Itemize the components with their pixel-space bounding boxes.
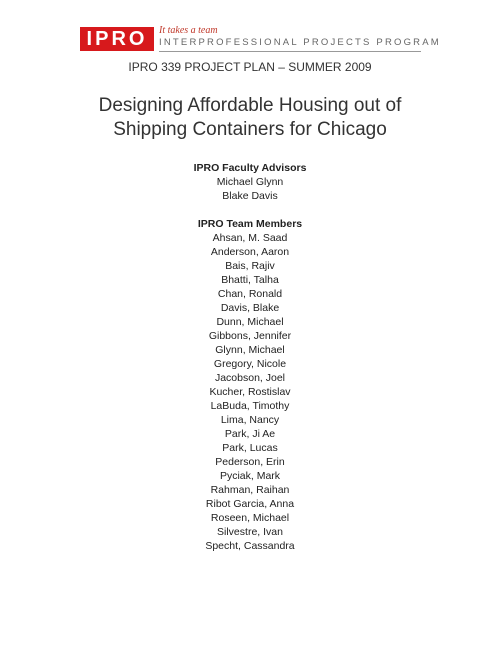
title-line-2: Shipping Containers for Chicago bbox=[113, 119, 387, 140]
member-name: Jacobson, Joel bbox=[214, 372, 286, 384]
tagline: It takes a team bbox=[159, 25, 218, 36]
member-name: Roseen, Michael bbox=[210, 512, 290, 524]
ipro-logo: IPRO bbox=[80, 27, 154, 51]
advisors-list bbox=[0, 175, 500, 203]
ipro-header bbox=[80, 25, 441, 53]
member-name: Davis, Blake bbox=[220, 302, 280, 314]
member-name: Dunn, Michael bbox=[216, 316, 284, 328]
member-name: Chan, Ronald bbox=[217, 288, 283, 300]
member-name: Ahsan, M. Saad bbox=[212, 232, 288, 244]
member-name: Lima, Nancy bbox=[220, 414, 280, 426]
member-name: Gibbons, Jennifer bbox=[208, 330, 292, 342]
members-heading: IPRO Team Members bbox=[197, 218, 303, 230]
member-name: Kucher, Rostislav bbox=[209, 386, 291, 398]
member-name: Silvestre, Ivan bbox=[217, 526, 283, 538]
member-name: Pyciak, Mark bbox=[219, 470, 281, 482]
member-name: Specht, Cassandra bbox=[205, 540, 295, 552]
header-divider bbox=[159, 51, 421, 52]
member-name: Glynn, Michael bbox=[215, 344, 285, 356]
section-spacer bbox=[0, 203, 500, 217]
member-name: LaBuda, Timothy bbox=[210, 400, 290, 412]
member-name: Park, Ji Ae bbox=[224, 428, 276, 440]
program-name: INTERPROFESSIONAL PROJECTS PROGRAM bbox=[159, 37, 441, 48]
advisors-heading: IPRO Faculty Advisors bbox=[193, 162, 307, 174]
project-plan-line: IPRO 339 PROJECT PLAN – SUMMER 2009 bbox=[128, 60, 372, 74]
people-section bbox=[0, 161, 500, 553]
member-name: Bais, Rajiv bbox=[225, 260, 275, 272]
member-name: Bhatti, Talha bbox=[221, 274, 279, 286]
member-name: Rahman, Raihan bbox=[210, 484, 290, 496]
title-line-1: Designing Affordable Housing out of bbox=[98, 95, 402, 116]
member-name: Ribot Garcia, Anna bbox=[205, 498, 295, 510]
member-name: Gregory, Nicole bbox=[213, 358, 287, 370]
member-name: Park, Lucas bbox=[222, 442, 278, 454]
document-title bbox=[0, 94, 500, 142]
member-name: Anderson, Aaron bbox=[210, 246, 290, 258]
advisor-name: Blake Davis bbox=[222, 190, 278, 202]
advisor-name: Michael Glynn bbox=[216, 176, 284, 188]
member-name: Pederson, Erin bbox=[215, 456, 285, 468]
members-list bbox=[0, 231, 500, 553]
